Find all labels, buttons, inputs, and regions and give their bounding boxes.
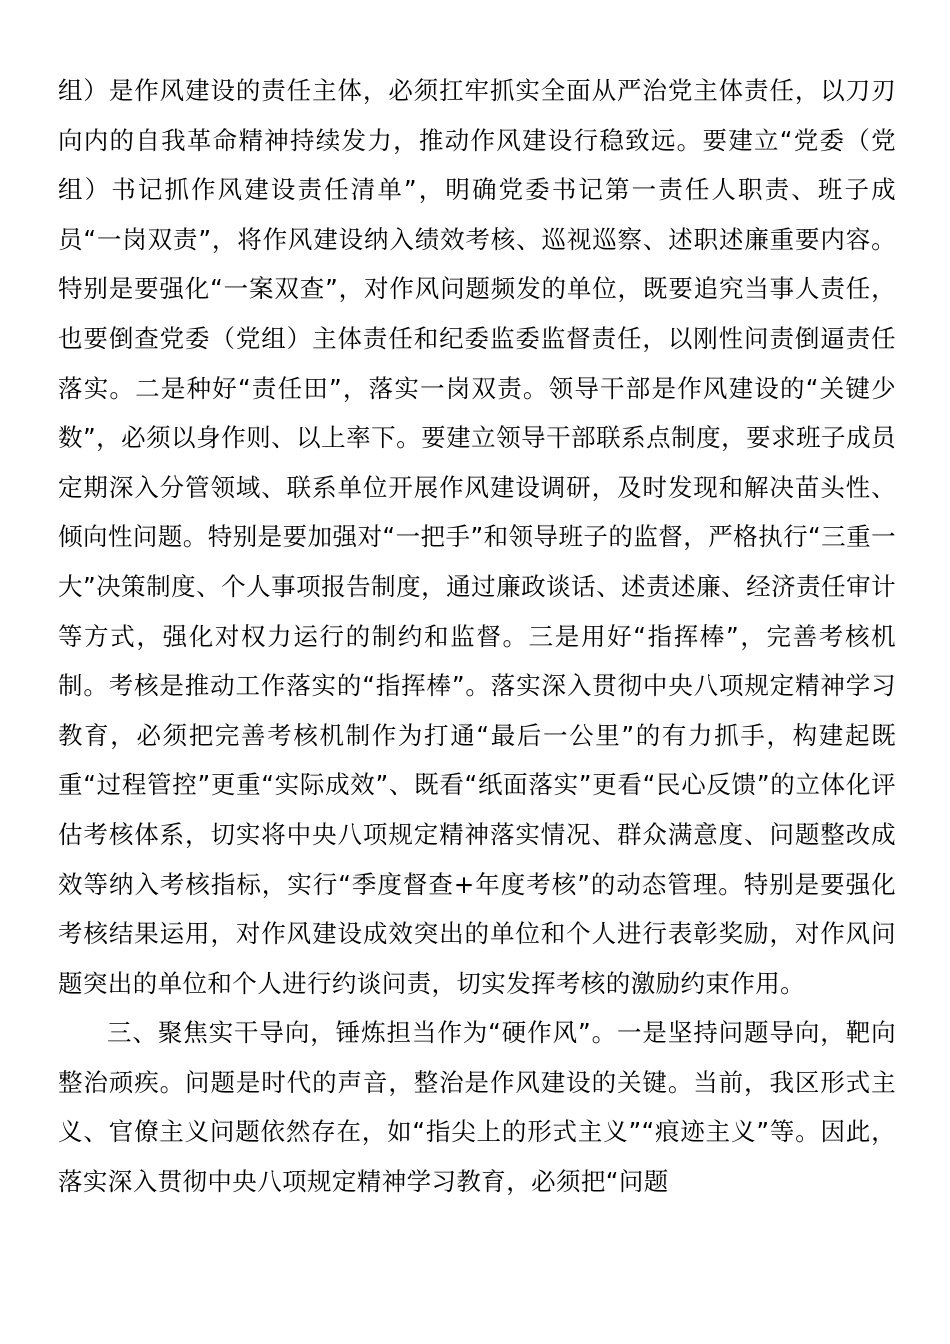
body-paragraph-section-three: 三、聚焦实干导向，锤炼担当作为“硬作风”。一是坚持问题导向，靶向整治顽疾。问题是时代的声音，整治是作风建设的关键。当前，我区形式主义、官僚主义问题依然存在，如“指尖上的形式主义”“痕迹主义”等。因此，落实深入贯彻中央八项规定精神学习教育，必须把“问题 xyxy=(58,1018,896,1197)
document-page xyxy=(58,66,896,1207)
body-paragraph-continued: 组）是作风建设的责任主体，必须扛牢抓实全面从严治党主体责任，以刀刃向内的自我革命精神持续发力，推动作风建设行稳致远。要建立“党委（党组）书记抓作风建设责任清单”，明确党委书记第一责任人职责、班子成员“一岗双责”，将作风建设纳入绩效考核、巡视巡察、述职述廉重要内容。特别是要强化“一案双查”，对作风问题频发的单位，既要追究当事人责任，也要倒查党委（党组）主体责任和纪委监委监督责任，以刚性问责倒逼责任落实。二是种好“责任田”，落实一岗双责。领导干部是作风建设的“关键少数”，必须以身作则、以上率下。要建立领导干部联系点制度，要求班子成员定期深入分管领域、联系单位开展作风建设调研，及时发现和解决苗头性、倾向性问题。特别是要加强对“一把手”和领导班子的监督，严格执行“三重一大”决策制度、个人事项报告制度，通过廉政谈话、述责述廉、经济责任审计等方式，强化对权力运行的制约和监督。三是用好“指挥棒”，完善考核机制。考核是推动工作落实的“指挥棒”。落实深入贯彻中央八项规定精神学习教育，必须把完善考核机制作为打通“最后一公里”的有力抓手，构建起既重“过程管控”更重“实际成效”、既看“纸面落实”更看“民心反馈”的立体化评估考核体系，切实将中央八项规定精神落实情况、群众满意度、问题整改成效等纳入考核指标，实行“季度督查+年度考核”的动态管理。特别是要强化考核结果运用，对作风建设成效突出的单位和个人进行表彰奖励，对作风问题突出的单位和个人进行约谈问责，切实发挥考核的激励约束作用。 xyxy=(58,76,896,998)
